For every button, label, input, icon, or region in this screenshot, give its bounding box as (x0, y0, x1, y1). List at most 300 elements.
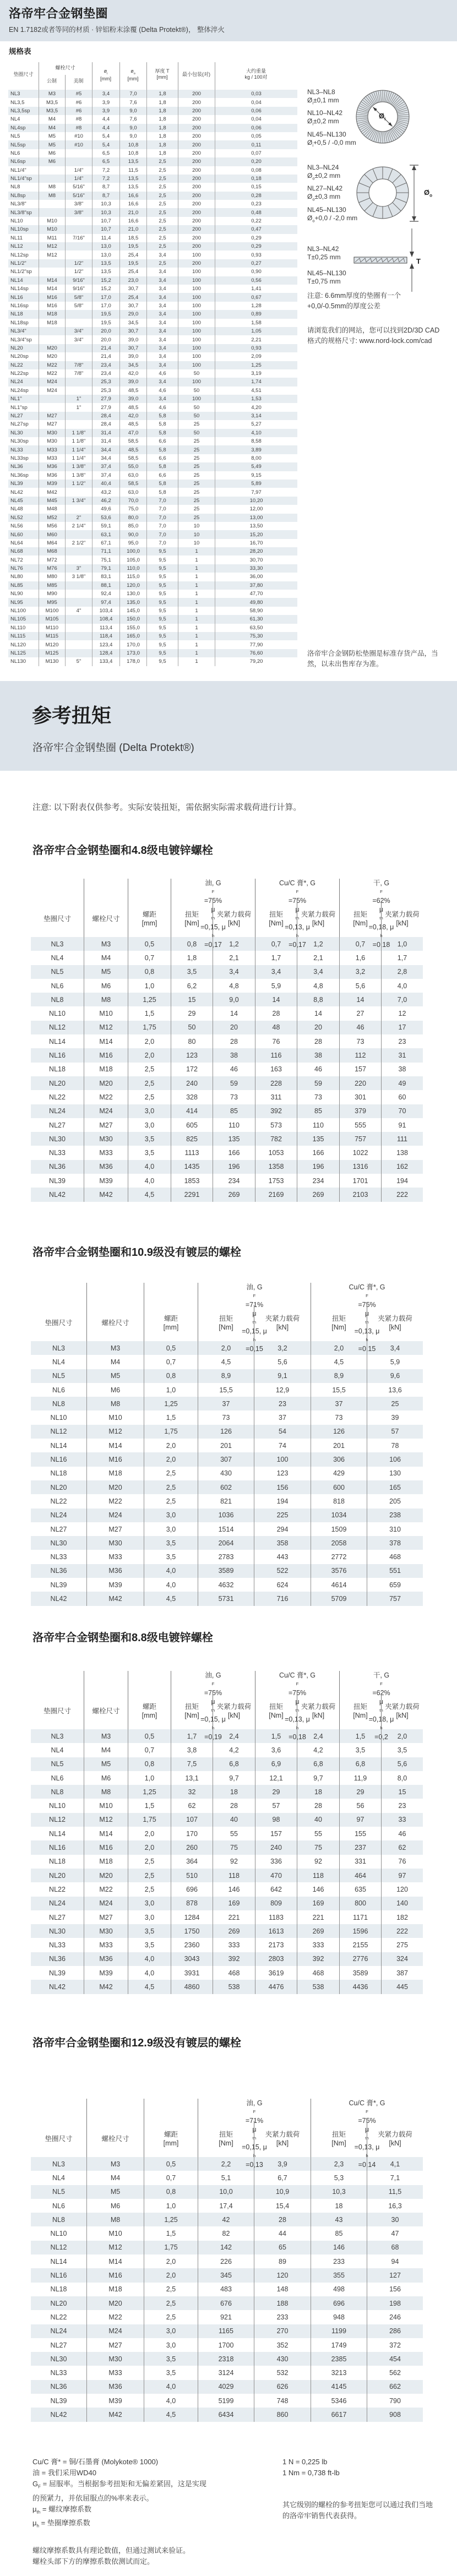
spec-cell: 100 (178, 378, 215, 386)
spec-cell: NL85 (10, 582, 23, 589)
spec-cell: 0,18 (215, 175, 297, 183)
torque-cell: 13,6 (367, 1383, 423, 1397)
torque-cell: 40 (213, 1813, 255, 1827)
column-header: 夹紧力载荷 [kN] (213, 901, 255, 937)
torque-cell: 4,0 (128, 1174, 171, 1188)
torque-cell: 7,1 (367, 2171, 423, 2185)
torque-cell: 555 (339, 1118, 381, 1132)
torque-cell: 0,8 (171, 937, 213, 951)
torque-cell: 2783 (198, 1550, 254, 1564)
torque-cell: 0,5 (144, 2157, 198, 2171)
torque-cell: 240 (171, 1076, 213, 1090)
torque-cell: 2,2 (198, 2157, 254, 2171)
torque-cell: 538 (213, 1980, 255, 1994)
torque-cell: M30 (86, 2352, 144, 2366)
torque-row (31, 2296, 423, 2310)
spec-cell (65, 157, 92, 166)
torque-row (31, 1952, 423, 1966)
spec-cell: 1 (178, 573, 215, 581)
spec-cell: NL95 (10, 599, 23, 606)
spec-cell: 15,2 (92, 285, 119, 293)
spec-cell: 3,4 (146, 344, 178, 352)
torque-cell: 602 (198, 1480, 254, 1494)
spec-cell: NL18sp (10, 319, 29, 326)
spec-cell: 16,70 (215, 539, 297, 547)
spec-cell: 21,4 (92, 352, 119, 361)
torque-cell: 328 (171, 1090, 213, 1104)
spec-row (8, 327, 297, 335)
spec-cell: 2,5 (146, 192, 178, 200)
torque-cell: 5,9 (255, 979, 297, 993)
torque-cell: 3,5 (339, 1743, 381, 1757)
torque-cell: 0,8 (128, 965, 171, 979)
torque-cell: M27 (84, 1118, 128, 1132)
spec-cell: 135,0 (119, 598, 146, 606)
torque-cell: 1749 (311, 2338, 367, 2352)
torque-cell: M14 (84, 1827, 128, 1840)
torque-cell: 107 (171, 1813, 213, 1827)
torque-cell: 0,5 (144, 1341, 198, 1355)
spec-cell: 55,0 (119, 462, 146, 471)
torque-cell: 234 (213, 1174, 255, 1188)
spec-cell: 71,1 (92, 547, 119, 555)
spec-cell: NL115 (10, 633, 26, 640)
spec-cell: NL3,5 (10, 99, 25, 106)
spec-cell: 0,93 (215, 344, 297, 352)
spec-row (8, 183, 297, 191)
spec-cell: 0,15 (215, 183, 297, 191)
torque-cell: NL12 (49, 1023, 66, 1032)
torque-cell: M24 (84, 1104, 128, 1118)
torque-row (31, 1383, 423, 1397)
spec-cell: 12,00 (215, 505, 297, 513)
torque-table-2-title: 洛帝牢合金钢垫圈和10.9级没有镀层的螺栓 (32, 1246, 241, 1259)
torque-cell: 4,2 (213, 1743, 255, 1757)
torque-cell: 522 (254, 1564, 311, 1578)
torque-cell: 1165 (198, 2324, 254, 2338)
spec-cell (65, 488, 92, 496)
spec-cell: 23,4 (92, 361, 119, 369)
spec-cell: 5/16" (65, 192, 92, 200)
torque-cell: 468 (213, 1966, 255, 1980)
spec-cell: 9,5 (146, 573, 178, 581)
spec-cell: #5 (65, 90, 92, 98)
spec-cell: 28,4 (92, 412, 119, 420)
spec-cell: 25,3 (92, 378, 119, 386)
column-header: 夹紧力载荷 [kN] (381, 1693, 423, 1729)
spec-cell: 0,89 (215, 310, 297, 318)
torque-row (31, 1743, 423, 1757)
spec-cell: M5 (39, 140, 65, 149)
spec-cell: 46,2 (92, 497, 119, 505)
torque-cell: 1,7 (255, 951, 297, 965)
spec-cell: 33,30 (215, 564, 297, 573)
spec-cell (39, 166, 65, 175)
torque-row (31, 1160, 423, 1174)
torque-cell: NL3 (52, 1344, 65, 1352)
spec-cell: #8 (65, 124, 92, 132)
torque-row (31, 1034, 423, 1048)
column-header: 夹紧力载荷 [kN] (213, 1693, 255, 1729)
spec-cell: 9,5 (146, 590, 178, 598)
torque-cell: M18 (84, 1063, 128, 1076)
torque-cell: 3,5 (381, 1743, 423, 1757)
torque-cell: M33 (86, 1550, 144, 1564)
torque-table-1 (31, 879, 423, 1202)
torque-column-headers (31, 1305, 423, 1341)
torque-cell: 126 (311, 1425, 367, 1439)
torque-cell: 29 (171, 1006, 213, 1020)
torque-cell: 3,5 (128, 1938, 171, 1952)
spec-cell: 25,4 (119, 268, 146, 276)
spec-cell (65, 615, 92, 623)
torque-row (31, 1341, 423, 1355)
lubrication-group-header: Cu/C 膏*, G F =75% μ th =0,13, μ h =0,17 (255, 879, 339, 949)
spec-cell: NL33 (10, 446, 23, 453)
torque-cell: 6617 (311, 2408, 367, 2421)
torque-cell: NL16 (50, 2272, 67, 2280)
spec-cell: 21,0 (119, 225, 146, 233)
torque-cell: 2,5 (144, 1480, 198, 1494)
spec-cell: 13,0 (92, 250, 119, 259)
torque-cell: 18 (297, 1785, 339, 1799)
spec-cell: M6 (39, 149, 65, 157)
torque-cell: 2,0 (381, 1729, 423, 1743)
torque-cell: 18 (311, 2199, 367, 2213)
spec-cell: 25 (178, 471, 215, 480)
spec-cell: 5,8 (146, 445, 178, 454)
spec-row (8, 276, 297, 285)
spec-cell: 0,08 (215, 166, 297, 175)
torque-cell: 3,4 (213, 965, 255, 979)
torque-cell: 3,0 (144, 2338, 198, 2352)
torque-cell: 2058 (311, 1536, 367, 1550)
torque-cell: M18 (86, 2283, 144, 2296)
spec-cell: 100 (178, 344, 215, 352)
spec-cell: M3,5 (39, 98, 65, 106)
torque-cell: 31 (381, 1048, 423, 1062)
column-header: 扭矩 [Nm] (339, 1693, 381, 1729)
torque-cell: M22 (84, 1882, 128, 1896)
torque-cell: 196 (297, 1160, 339, 1174)
torque-cell: 6,7 (254, 2171, 311, 2185)
torque-cell: 4614 (311, 1578, 367, 1592)
spec-cell: 200 (178, 242, 215, 250)
torque-cell: NL12 (50, 2243, 67, 2252)
column-header: 螺距 [mm] (144, 1305, 198, 1341)
spec-cell: 100 (178, 250, 215, 259)
torque-cell: 28 (255, 1006, 297, 1020)
torque-cell: 716 (254, 1592, 311, 1605)
spec-cell: NL20sp (10, 353, 29, 360)
torque-cell: 29 (255, 1785, 297, 1799)
spec-row (8, 200, 297, 208)
spec-cell: 9,5 (146, 607, 178, 615)
spec-cell: 42,0 (119, 369, 146, 378)
spec-row (8, 319, 297, 327)
torque-cell: NL5 (52, 2188, 65, 2196)
torque-cell: 7,5 (171, 1757, 213, 1771)
torque-cell: NL4 (52, 1358, 65, 1366)
torque-cell: 5,3 (311, 2171, 367, 2185)
spec-cell: NL60 (10, 531, 23, 538)
torque-cell: 0,8 (144, 1369, 198, 1383)
torque-cell: 4,5 (144, 2408, 198, 2421)
torque-cell: 15 (381, 1785, 423, 1799)
torque-cell: 226 (198, 2254, 254, 2268)
spec-cell: 0,23 (215, 200, 297, 208)
spec-cell: 16,6 (119, 192, 146, 200)
spec-cell (65, 310, 92, 318)
torque-cell: 1199 (311, 2324, 367, 2338)
torque-cell: 3,0 (128, 1897, 171, 1910)
other-grades-note: 其它级别的螺栓的参考扭矩您可以通过我们当地 的洛帝牢销售代表获得。 (282, 2501, 433, 2520)
torque-cell: 73 (198, 1410, 254, 1424)
spec-cell: 16,6 (119, 200, 146, 208)
torque-cell: 4632 (198, 1578, 254, 1592)
torque-cell: NL5 (51, 968, 64, 976)
torque-cell: 12,9 (254, 1383, 311, 1397)
torque-cell: 1,7 (171, 1729, 213, 1743)
torque-cell: 15,5 (311, 1383, 367, 1397)
spec-cell: NL52 (10, 514, 23, 521)
torque-row (31, 1118, 423, 1132)
spec-cell: 30,7 (119, 327, 146, 335)
spec-cell: 1,8 (146, 115, 178, 123)
spec-cell (39, 395, 65, 403)
torque-cell: 3,5 (144, 2366, 198, 2379)
torque-column-headers (31, 901, 423, 937)
torque-cell: M39 (86, 2394, 144, 2408)
spec-cell: 9,5 (146, 632, 178, 640)
torque-cell: M22 (84, 1090, 128, 1104)
torque-cell: 37 (198, 1397, 254, 1410)
spec-cell: 2,5 (146, 259, 178, 268)
washer-cross-section-diagram (352, 228, 418, 292)
spec-cell: 25 (178, 454, 215, 462)
spec-row (8, 640, 297, 649)
torque-row (31, 1910, 423, 1924)
torque-cell: 126 (198, 1425, 254, 1439)
torque-cell: 662 (367, 2380, 423, 2394)
torque-cell: 89 (254, 2254, 311, 2268)
spec-cell: 200 (178, 115, 215, 123)
spec-cell: 25 (178, 462, 215, 471)
torque-cell: 5199 (198, 2394, 254, 2408)
torque-cell: 2776 (339, 1952, 381, 1966)
spec-cell: M30 (39, 437, 65, 445)
spec-row (8, 539, 297, 547)
spec-cell: 34,4 (92, 454, 119, 462)
spec-cell: M4 (39, 115, 65, 123)
spec-cell: NL8sp (10, 192, 26, 199)
torque-cell: 286 (367, 2324, 423, 2338)
torque-cell: 5731 (198, 1592, 254, 1605)
spec-cell: 13,0 (92, 242, 119, 250)
column-header: 垫圈尺寸 (45, 2135, 73, 2143)
torque-cell: M20 (86, 2296, 144, 2310)
spec-row (8, 378, 297, 386)
spec-cell: NL14 (10, 277, 23, 284)
spec-cell (65, 555, 92, 564)
spec-cell: NL4 (10, 116, 20, 123)
spec-cell: 1 1/4" (65, 454, 92, 462)
torque-cell: NL4 (51, 1746, 64, 1754)
spec-cell: NL5sp (10, 141, 26, 148)
col-header-bolt: 螺栓尺寸 (55, 65, 75, 70)
torque-cell: M39 (86, 1578, 144, 1592)
spec-cell: NL27sp (10, 421, 29, 428)
torque-cell: NL6 (51, 982, 64, 990)
torque-cell: 32 (171, 1785, 213, 1799)
spec-cell: 0,11 (215, 140, 297, 149)
spec-cell: M36 (39, 471, 65, 480)
torque-cell: 157 (339, 1063, 381, 1076)
spec-cell: 110,0 (119, 564, 146, 573)
torque-cell: NL24 (50, 1511, 67, 1520)
torque-cell: 1509 (311, 1522, 367, 1536)
spec-cell: M125 (39, 649, 65, 657)
spec-cell: 7,0 (146, 497, 178, 505)
torque-cell: 2,0 (144, 2254, 198, 2268)
torque-cell: 790 (367, 2394, 423, 2408)
torque-row (31, 1813, 423, 1827)
spec-cell: NL12sp (10, 252, 29, 258)
spec-cell: 61,30 (215, 615, 297, 623)
spec-cell: M27 (39, 412, 65, 420)
spec-row (8, 242, 297, 250)
torque-cell: 228 (255, 1076, 297, 1090)
spec-row (8, 335, 297, 344)
spec-cell: 76,60 (215, 649, 297, 657)
column-header: 夹紧力载荷 [kN] (254, 2121, 311, 2157)
spec-cell: 108,4 (92, 615, 119, 623)
spec-cell: 5,8 (146, 420, 178, 428)
spec-cell: 10,7 (92, 217, 119, 225)
torque-cell: 2169 (255, 1188, 297, 1201)
torque-cell: 921 (198, 2310, 254, 2324)
spec-row (8, 115, 297, 123)
torque-cell: 1,0 (144, 1383, 198, 1397)
spec-cell: 1/4" (65, 166, 92, 175)
torque-cell: 2,5 (144, 2310, 198, 2324)
spec-cell: 34,4 (92, 445, 119, 454)
spec-cell: 1,58 (215, 319, 297, 327)
torque-cell: 46 (381, 1827, 423, 1840)
torque-cell: 110 (297, 1118, 339, 1132)
torque-cell: M10 (86, 2226, 144, 2240)
torque-cell: 3,2 (339, 965, 381, 979)
torque-cell: 358 (254, 1536, 311, 1550)
spec-cell: 2" (65, 514, 92, 522)
inner-diameter-label: $Ø_i$ (379, 112, 386, 122)
torque-cell: 5,9 (367, 1355, 423, 1369)
spec-cell (65, 352, 92, 361)
torque-row (31, 979, 423, 993)
spec-cell: 77,90 (215, 640, 297, 649)
column-header: 垫圈尺寸 (45, 1319, 73, 1327)
torque-cell: 1,75 (144, 2241, 198, 2254)
torque-cell: 33 (381, 1813, 423, 1827)
torque-cell: 2,0 (144, 1452, 198, 1466)
torque-row (31, 1132, 423, 1146)
spec-cell: 200 (178, 175, 215, 183)
spec-row (8, 225, 297, 233)
torque-cell: 162 (381, 1160, 423, 1174)
torque-cell: 311 (255, 1090, 297, 1104)
torque-cell: 120 (254, 2268, 311, 2282)
spec-cell (39, 208, 65, 216)
torque-cell: 498 (311, 2283, 367, 2296)
spec-cell: M48 (39, 505, 65, 513)
spec-cell: 7,0 (146, 522, 178, 530)
torque-cell: 821 (198, 1494, 254, 1508)
torque-cell: 201 (311, 1439, 367, 1452)
spec-cell: 21,0 (119, 208, 146, 216)
spec-cell: 9,5 (146, 615, 178, 623)
spec-cell: 145,0 (119, 607, 146, 615)
spec-cell: 0,22 (215, 217, 297, 225)
torque-row (31, 1048, 423, 1062)
torque-cell: NL8 (52, 1399, 65, 1408)
spec-cell: M10 (39, 217, 65, 225)
torque-row (31, 2199, 423, 2213)
torque-table-2 (31, 1283, 423, 1606)
torque-cell: 4,0 (381, 979, 423, 993)
torque-cell: 0,7 (128, 1743, 171, 1757)
torque-cell: 8,8 (297, 993, 339, 1006)
spec-row (8, 310, 297, 318)
torque-cell: 30 (367, 2213, 423, 2226)
torque-cell: M33 (86, 2366, 144, 2379)
spec-cell: NL24sp (10, 387, 29, 394)
torque-cell: 123 (254, 1467, 311, 1480)
torque-row (31, 1369, 423, 1383)
spec-cell: 2,5 (146, 200, 178, 208)
torque-cell: 234 (297, 1174, 339, 1188)
spec-cell: 1/2" (65, 259, 92, 268)
spec-cell: 1 1/8" (65, 437, 92, 445)
torque-cell: NL22 (50, 1497, 67, 1505)
torque-cell: 20 (297, 1021, 339, 1034)
spec-cell: 49,80 (215, 598, 297, 606)
torque-cell: 5,6 (254, 1355, 311, 1369)
torque-cell: 59 (297, 1076, 339, 1090)
torque-cell: 27 (339, 1006, 381, 1020)
spec-cell: 3,4 (146, 302, 178, 310)
torque-cell: NL42 (50, 2410, 67, 2419)
torque-row (31, 1799, 423, 1812)
torque-cell: 3,5 (128, 1146, 171, 1159)
torque-cell: 46 (339, 1021, 381, 1034)
spec-cell: 1 1/2" (65, 480, 92, 488)
spec-cell: 43,2 (92, 488, 119, 496)
lubrication-group-header: Cu/C 膏*, G F =75% μ th =0,13, μ h =0,18 (255, 1671, 339, 1741)
torque-row (31, 1564, 423, 1578)
spec-cell: NL11 (10, 235, 23, 241)
column-header: 螺距 [mm] (128, 1693, 171, 1729)
torque-cell: 166 (213, 1146, 255, 1159)
torque-cell: 17,4 (198, 2199, 254, 2213)
torque-cell: 1514 (198, 1522, 254, 1536)
col-header-washer: 垫圈尺寸 (13, 72, 34, 77)
torque-cell: 3,0 (144, 2324, 198, 2338)
torque-cell: 1,5 (144, 2226, 198, 2240)
spec-cell: 17,0 (92, 302, 119, 310)
spec-cell: 3,4 (146, 378, 178, 386)
spec-cell: NL5 (10, 133, 20, 140)
torque-cell: 696 (311, 2296, 367, 2310)
